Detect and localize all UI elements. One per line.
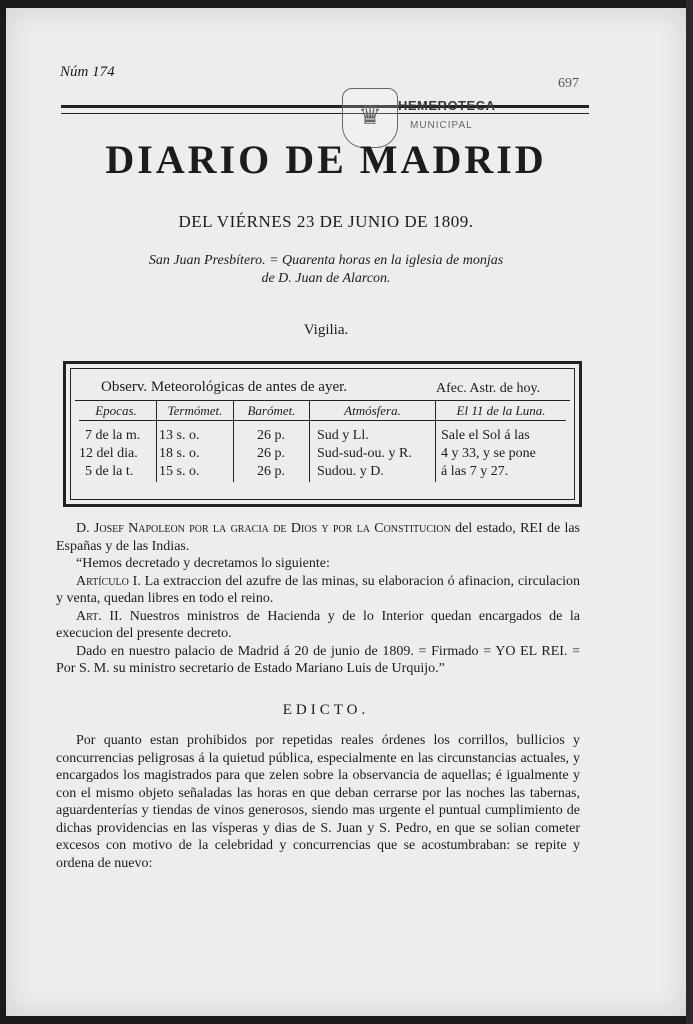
row-2-termometro: 18 s. o. [159, 446, 200, 461]
astro-line-1: Sale el Sol á las [441, 428, 530, 443]
edicto-body [56, 732, 580, 872]
library-stamp [342, 88, 552, 143]
decree-king-realm: del estado, REI de las Españas y de las Indias. [56, 521, 581, 554]
edicto-heading: EDICTO. [282, 702, 370, 718]
masthead-title: DIARIO DE MADRID [105, 137, 547, 182]
decree-article-2 [56, 608, 580, 643]
article-2-text: Nuestros ministros de Hacienda y de lo Interior quedan encargados de la execucion del presente decreto. [56, 608, 581, 641]
col-atmosfera: Atmósfera. [344, 403, 401, 418]
weather-heading: Observ. Meteorológicas de antes de ayer. [101, 379, 348, 395]
vigilia-label: Vigilia. [303, 322, 349, 338]
row-3-epoca: 5 de la t. [85, 464, 134, 479]
row-1-atmosfera: Sud y Ll. [317, 428, 369, 443]
row-2-atmosfera: Sud-sud-ou. y R. [317, 446, 412, 461]
crown-emblem-icon: ♛ [342, 88, 398, 148]
issue-number: Núm 174 [60, 64, 115, 80]
weather-table [63, 361, 582, 507]
table-divider-top [75, 400, 570, 401]
astro-line-3: á las 7 y 27. [441, 464, 509, 479]
decree-king-title: D. Josef Napoleon por la gracia de Dios y por la Constitucion [76, 521, 451, 536]
newspaper-page [6, 8, 686, 1016]
stamp-text-2: MUNICIPAL [410, 120, 473, 131]
decree-preamble: “Hemos decretado y decretamos lo siguiente: [76, 556, 330, 571]
article-1-text: La extraccion del azufre de las minas, su elaboracion ó afinacion, circulacion y venta, quedan libres en todo el reino. [56, 573, 581, 606]
article-2-label: Art. II. [76, 608, 123, 624]
col-epocas: Epocas. [95, 403, 137, 418]
decree-article-1 [56, 573, 580, 608]
row-1-barometro: 26 p. [257, 428, 285, 443]
saint-line-2: de D. Juan de Alarcon. [261, 271, 391, 286]
decree-closing: Dado en nuestro palacio de Madrid á 20 de junio de 1809. = Firmado = YO EL REI. = Por S. M. su ministro secretario de Estado Mariano Luis de Urquijo.” [56, 643, 580, 676]
row-3-termometro: 15 s. o. [159, 464, 200, 479]
page-number: 697 [558, 76, 579, 91]
royal-decree [56, 520, 580, 678]
row-3-atmosfera: Sudou. y D. [317, 464, 384, 479]
scan-edge [686, 0, 693, 1024]
article-1-label: Artículo I. [76, 573, 141, 589]
saint-line-1: San Juan Presbítero. = Quarenta horas en la iglesia de monjas [148, 253, 504, 268]
row-1-termometro: 13 s. o. [159, 428, 200, 443]
col-luna: El 11 de la Luna. [456, 403, 546, 418]
edicto-paragraph: Por quanto estan prohibidos por repetidas reales órdenes los corrillos, bullicios y concurrencias peligrosas á la quietud pública, especialmente en las circunstancias actuales, y encargados los magistrados para que zelen sobre la observancia de aquellas; é igualmente y con el mismo objeto señaladas las horas en que deban cerrarse por las noches las tabernas, aguardenterías y tiendas de vinos generosos, siendo mas urgente el puntual cumplimiento de dichas providencias en las vísperas y dias de S. Juan y S. Pedro, en que se solian cometer excesos con motivo de la celebridad y concurrencias que se acostumbraban: se repite y ordena de nuevo: [56, 733, 580, 871]
issue-date: DEL VIÉRNES 23 DE JUNIO DE 1809. [178, 212, 474, 231]
saint-of-day [86, 252, 566, 288]
col-termometro: Termómet. [167, 403, 223, 418]
astro-heading: Afec. Astr. de hoy. [436, 381, 541, 396]
row-3-barometro: 26 p. [257, 464, 285, 479]
table-divider-header [79, 420, 566, 421]
astro-line-2: 4 y 33, y se pone [441, 446, 536, 461]
row-1-epoca: 7 de la m. [85, 428, 141, 443]
row-2-barometro: 26 p. [257, 446, 285, 461]
col-barometro: Barómet. [247, 403, 296, 418]
row-2-epoca: 12 del dia. [79, 446, 138, 461]
decree-opening [56, 520, 580, 555]
stamp-text-1: HEMEROTECA [398, 98, 496, 113]
